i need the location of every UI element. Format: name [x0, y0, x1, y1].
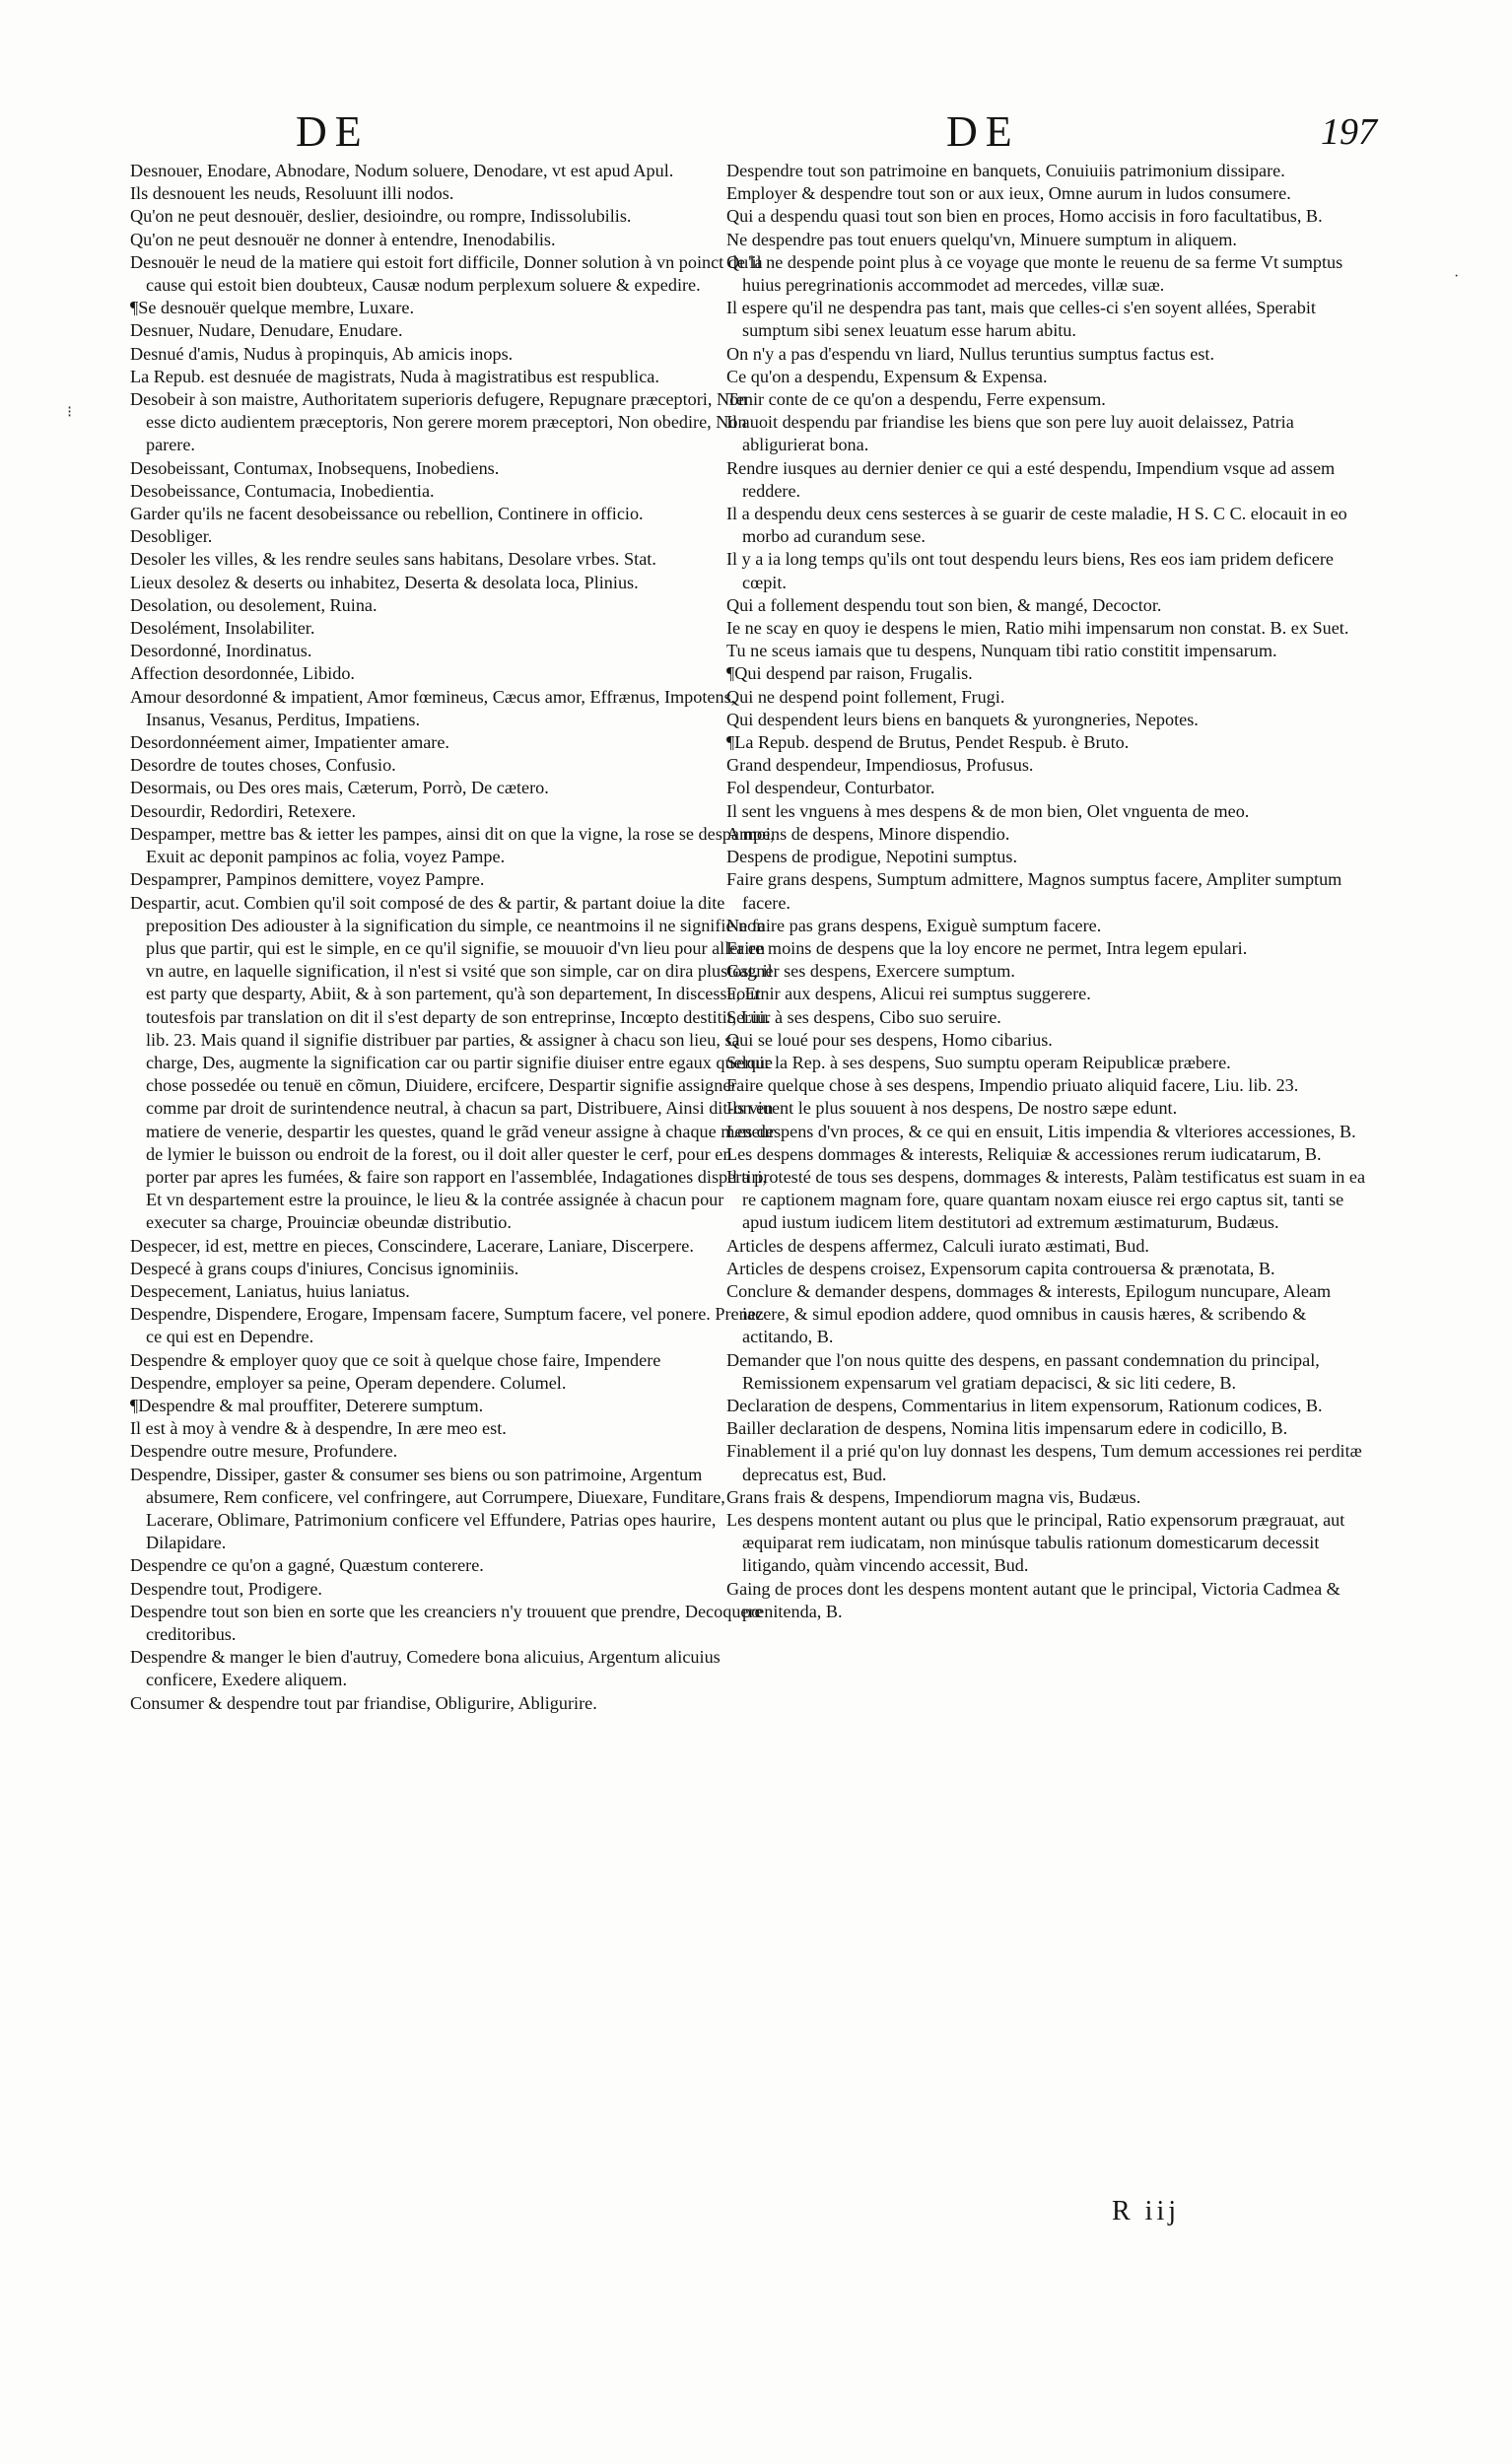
dictionary-entry: Faire quelque chose à ses despens, Impendio priuato aliquid facere, Liu. lib. 23.: [726, 1075, 1299, 1096]
dictionary-entry: Il espere qu'il ne despendra pas tant, mais que celles-ci s'en soyent allées, Sperabit sumptum sibi senex leuatum esse harum abitu.: [726, 298, 1316, 341]
dictionary-entry: Qui a despendu quasi tout son bien en proces, Homo accisis in foro facultatibus, B.: [726, 206, 1323, 227]
dictionary-entry: Demander que l'on nous quitte des despens, en passant condemnation du principal, Remissionem expensarum vel gratiam depacisci, & sic liti cedere, B.: [726, 1349, 1320, 1393]
dictionary-entry: Ils viuent le plus souuent à nos despens, De nostro sæpe edunt.: [726, 1098, 1178, 1119]
dictionary-entry: Desordonné, Inordinatus.: [130, 641, 312, 661]
dictionary-entry: Qui ne despend point follement, Frugi.: [726, 686, 1005, 707]
margin-mark: ⁝: [67, 404, 73, 421]
dictionary-entry: Desobeir à son maistre, Authoritatem superioris defugere, Repugnare præceptori, Non esse dicto audientem præceptoris, Non gerere morem præceptori, Non obedire, Non parere.: [130, 389, 748, 455]
dictionary-entry: Bailler declaration de despens, Nomina litis impensarum edere in codicillo, B.: [726, 1418, 1288, 1439]
dictionary-entry: Faire moins de despens que la loy encore ne permet, Intra legem epulari.: [726, 937, 1248, 958]
dictionary-entry: Desobeissant, Contumax, Inobsequens, Inobediens.: [130, 457, 500, 478]
dictionary-entry: Ils desnouent les neuds, Resoluunt illi nodos.: [130, 183, 454, 204]
dictionary-entry: Despendre & manger le bien d'autruy, Comedere bona alicuius, Argentum alicuius conficere, Exedere aliquem.: [130, 1647, 721, 1690]
dictionary-entry: Desordonnéement aimer, Impatienter amare.: [130, 732, 449, 753]
dictionary-entry: Fol despendeur, Conturbator.: [726, 778, 935, 798]
dictionary-entry: Desnuer, Nudare, Denudare, Enudare.: [130, 320, 403, 341]
dictionary-entry: Desourdir, Redordiri, Retexere.: [130, 800, 357, 821]
dictionary-entry: Qui a follement despendu tout son bien, & mangé, Decoctor.: [726, 594, 1162, 615]
dictionary-entry: Gaing de proces dont les despens montent autant que le principal, Victoria Cadmea & pœnitenda, B.: [726, 1578, 1340, 1621]
dictionary-entry: Desoler les villes, & les rendre seules sans habitans, Desolare vrbes. Stat.: [130, 549, 656, 570]
right-column: [726, 160, 1367, 1623]
dictionary-entry: Despendre outre mesure, Profundere.: [130, 1441, 398, 1462]
dictionary-entry: Tu ne sceus iamais que tu despens, Nunquam tibi ratio constitit impensarum.: [726, 641, 1277, 661]
dictionary-entry: Il sent les vnguens à mes despens & de mon bien, Olet vnguenta de meo.: [726, 800, 1250, 821]
dictionary-entry: Grand despendeur, Impendiosus, Profusus.: [726, 755, 1034, 776]
dictionary-entry: On n'y a pas d'espendu vn liard, Nullus teruntius sumptus factus est.: [726, 343, 1215, 364]
dictionary-entry: Garder qu'ils ne facent desobeissance ou rebellion, Continere in officio.: [130, 504, 644, 524]
dictionary-entry: Despendre tout, Prodigere.: [130, 1578, 322, 1599]
dictionary-entry: ¶Qui despend par raison, Frugalis.: [726, 663, 973, 684]
dictionary-entry: Desolation, ou desolement, Ruina.: [130, 594, 378, 615]
dictionary-entry: ¶Despendre & mal prouffiter, Deterere sumptum.: [130, 1395, 484, 1415]
dictionary-entry: ¶Se desnouër quelque membre, Luxare.: [130, 298, 415, 318]
dictionary-entry: Seruir à ses despens, Cibo suo seruire.: [726, 1006, 1001, 1027]
dictionary-entry: Qu'il ne despende point plus à ce voyage que monte le reuenu de sa ferme Vt sumptus huius peregrinationis accommodet ad mercedes, villæ suæ.: [726, 251, 1343, 296]
dictionary-entry: Seruir la Rep. à ses despens, Suo sumptu operam Reipublicæ præbere.: [726, 1052, 1231, 1072]
dictionary-entry: Qui despendent leurs biens en banquets & yurongneries, Nepotes.: [726, 709, 1199, 729]
dictionary-entry: Finablement il a prié qu'on luy donnast les despens, Tum demum accessiones rei perditæ deprecatus est, Bud.: [726, 1441, 1362, 1484]
dictionary-entry: Ne despendre pas tout enuers quelqu'vn, Minuere sumptum in aliquem.: [726, 229, 1237, 249]
dictionary-entry: Consumer & despendre tout par friandise, Obligurire, Abligurire.: [130, 1692, 597, 1713]
dictionary-entry: Il a protesté de tous ses despens, dommages & interests, Palàm testificatus est suam in ea re captionem magnam fore, quare quantam noxam eiusce rei ergo captus sit, tanti se apud iustum iudicem litem destitutori ad extremum æstimaturum, Budæus.: [726, 1166, 1366, 1233]
dictionary-entry: Despendre & employer quoy que ce soit à quelque chose faire, Impendere: [130, 1349, 661, 1370]
dictionary-entry: Desnouer, Enodare, Abnodare, Nodum soluere, Denodare, vt est apud Apul.: [130, 161, 674, 180]
dictionary-entry: Ie ne scay en quoy ie despens le mien, Ratio mihi impensarum non constat. B. ex Suet.: [726, 618, 1349, 639]
dictionary-entry: Rendre iusques au dernier denier ce qui a esté despendu, Impendium vsque ad assem reddere.: [726, 457, 1336, 501]
dictionary-entry: Lieux desolez & deserts ou inhabitez, Deserta & desolata loca, Plinius.: [130, 572, 639, 592]
running-head-left: DE: [296, 107, 370, 156]
dictionary-entry: Despamper, mettre bas & ietter les pampes, ainsi dit on que la vigne, la rose se despampe, Exuit ac deponit pampinos ac folia, voyez Pampe.: [130, 823, 775, 867]
dictionary-entry: Gagner ses despens, Exercere sumptum.: [726, 961, 1015, 982]
dictionary-entry: Desobliger.: [130, 526, 213, 547]
signature-mark: R iij: [1112, 2196, 1181, 2226]
dictionary-entry: Desobeissance, Contumacia, Inobedientia.: [130, 480, 435, 501]
dictionary-entry: Les despens d'vn proces, & ce qui en ensuit, Litis impendia & vlteriores accessiones, B.: [726, 1121, 1356, 1141]
dictionary-entry: Despecé à grans coups d'iniures, Concisus ignominiis.: [130, 1258, 519, 1278]
dictionary-entry: Les despens dommages & interests, Reliquiæ & accessiones rerum iudicatarum, B.: [726, 1143, 1322, 1164]
left-column: [130, 160, 776, 1715]
dictionary-entry: A moins de despens, Minore dispendio.: [726, 823, 1010, 844]
dictionary-entry: Il y a ia long temps qu'ils ont tout despendu leurs biens, Res eos iam pridem deficere cœpit.: [726, 549, 1334, 592]
dictionary-entry: Qu'on ne peut desnouër, deslier, desioindre, ou rompre, Indissolubilis.: [130, 206, 632, 227]
dictionary-entry: ¶La Repub. despend de Brutus, Pendet Respub. è Bruto.: [726, 732, 1130, 753]
dictionary-entry: Amour desordonné & impatient, Amor fœmineus, Cæcus amor, Effrænus, Impotens, Insanus, Vesanus, Perditus, Impatiens.: [130, 686, 736, 729]
dictionary-entry: Il a despendu deux cens sesterces à se guarir de ceste maladie, H S. C C. elocauit in eo morbo ad curandum sese.: [726, 504, 1347, 547]
dictionary-entry: Desormais, ou Des ores mais, Cæterum, Porrò, De cætero.: [130, 778, 549, 798]
dictionary-entry: Fournir aux despens, Alicui rei sumptus suggerere.: [726, 984, 1091, 1004]
dictionary-entry: Tenir conte de ce qu'on a despendu, Ferre expensum.: [726, 389, 1106, 410]
dictionary-entry: Desolément, Insolabiliter.: [130, 618, 315, 639]
dictionary-entry: Grans frais & despens, Impendiorum magna vis, Budæus.: [726, 1486, 1141, 1507]
dictionary-entry: Faire grans despens, Sumptum admittere, Magnos sumptus facere, Ampliter sumptum facere.: [726, 869, 1342, 913]
dictionary-entry: Ce qu'on a despendu, Expensum & Expensa.: [726, 366, 1048, 386]
dictionary-entry: Articles de despens croisez, Expensorum capita controuersa & prænotata, B.: [726, 1258, 1275, 1278]
dictionary-entry: Les despens montent autant ou plus que le principal, Ratio expensorum prægrauat, aut æquiparat rem iudicatam, non minúsque tabulis rationum domesticarum decessit litigando, quàm vincendo accessit, Bud.: [726, 1509, 1345, 1576]
running-head-right: DE: [946, 107, 1020, 156]
dictionary-entry: Desnouër le neud de la matiere qui estoit fort difficile, Donner solution à vn poinct de la cause qui estoit bien doubteux, Causæ nodum perplexum soluere & expedire.: [130, 251, 763, 296]
dictionary-entry: Despendre, Dissiper, gaster & consumer ses biens ou son patrimoine, Argentum absumere, Rem conficere, vel confringere, aut Corrumpere, Diuexare, Funditare, Lacerare, Oblimare, Patrimonium conficere vel Effundere, Patrias opes haurire, Dilapidare.: [130, 1464, 725, 1553]
dictionary-entry: Despamprer, Pampinos demittere, voyez Pampre.: [130, 869, 485, 890]
dictionary-entry: Desordre de toutes choses, Confusio.: [130, 755, 396, 776]
dictionary-entry: Desnué d'amis, Nudus à propinquis, Ab amicis inops.: [130, 343, 514, 364]
dictionary-entry: Il auoit despendu par friandise les biens que son pere luy auoit delaissez, Patria abligurierat bona.: [726, 412, 1294, 455]
dictionary-entry: Affection desordonnée, Libido.: [130, 663, 355, 684]
dictionary-entry: Despendre, Dispendere, Erogare, Impensam facere, Sumptum facere, vel ponere. Prenez ce qui est en Dependre.: [130, 1304, 764, 1347]
dictionary-entry: Employer & despendre tout son or aux ieux, Omne aurum in ludos consumere.: [726, 183, 1291, 204]
dictionary-entry: Il est à moy à vendre & à despendre, In ære meo est.: [130, 1418, 507, 1439]
dictionary-entry: Despens de prodigue, Nepotini sumptus.: [726, 847, 1018, 867]
dictionary-entry: Despendre tout son patrimoine en banquets, Conuiuiis patrimonium dissipare.: [726, 161, 1285, 180]
dictionary-entry: Despartir, acut. Combien qu'il soit composé de des & partir, & partant doiue la dite preposition Des adiouster à la signification du simple, ce neantmoins il ne signifie non plus que partir, qui est le simple, en ce qu'il signifie, se mouuoir d'vn lieu pour aller en vn autre, en laquelle signification, il n'est si vsité que son simple, car on dira plustost, il est party que desparty, Abiit, & à son partement, qu'à son departement, In discessu, Et toutesfois par translation on dit il s'est departy de son entreprinse, Incœpto destitit, Liu. lib. 23. Mais quand il signifie distribuer par parties, & assigner à chacu son lieu, sa charge, Des, augmente la signification car ou partir signifie diuiser entre egaux quelque chose possedée ou tenuë en cõmun, Diuidere, ercifcere, Despartir signifie assigner comme par droit de surintendence neutral, à chacun sa part, Distribuere, Ainsi dit-on en matiere de venerie, despartir les questes, quand le grãd veneur assigne à chaque meneur de lymier le buisson ou endroit de la forest, ou il doit aller quester le cerf, pour en porter par apres les fumées, & faire son rapport en l'assemblée, Indagationes dispertiri, Et vn despartement estre la prouince, le lieu & la contrée assignée à chacun pour executer sa charge, Prouinciæ obeundæ distributio.: [130, 892, 775, 1233]
dictionary-entry: Conclure & demander despens, dommages & interests, Epilogum nuncupare, Aleam iacere, & simul epodion addere, quod omnibus in causis hæres, & scribendo & actitando, B.: [726, 1280, 1332, 1347]
dictionary-entry: Qu'on ne peut desnouër ne donner à entendre, Inenodabilis.: [130, 229, 556, 249]
page-number: 197: [1321, 111, 1377, 153]
dictionary-entry: Qui se loué pour ses despens, Homo cibarius.: [726, 1029, 1053, 1050]
dictionary-entry: Articles de despens affermez, Calculi iurato æstimati, Bud.: [726, 1235, 1149, 1256]
dictionary-entry: Despendre ce qu'on a gagné, Quæstum conterere.: [130, 1555, 484, 1576]
dictionary-entry: La Repub. est desnuée de magistrats, Nuda à magistratibus est respublica.: [130, 366, 659, 386]
dictionary-entry: Despendre, employer sa peine, Operam dependere. Columel.: [130, 1372, 567, 1393]
dictionary-entry: Despecer, id est, mettre en pieces, Conscindere, Lacerare, Laniare, Discerpere.: [130, 1235, 694, 1256]
margin-mark: ·: [1454, 268, 1460, 285]
dictionary-entry: Ne faire pas grans despens, Exiguè sumptum facere.: [726, 915, 1102, 935]
dictionary-entry: Declaration de despens, Commentarius in litem expensorum, Rationum codices, B.: [726, 1395, 1323, 1415]
dictionary-entry: Despendre tout son bien en sorte que les creanciers n'y trouuent que prendre, Decoquere creditoribus.: [130, 1601, 763, 1644]
dictionary-entry: Despecement, Laniatus, huius laniatus.: [130, 1280, 410, 1301]
